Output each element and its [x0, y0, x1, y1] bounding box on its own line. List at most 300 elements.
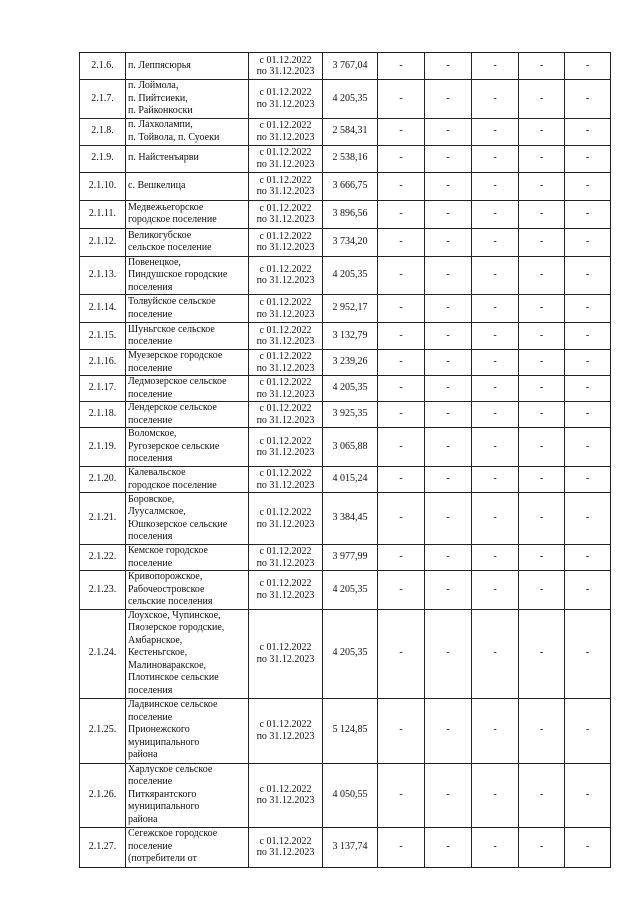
settlement-name-line: сельское поселение	[128, 242, 212, 253]
empty-value-cell: -	[472, 376, 519, 402]
empty-value-cell: -	[565, 53, 611, 80]
empty-value-cell: -	[472, 763, 519, 827]
validity-period	[249, 53, 323, 80]
settlement-name-line: поселение	[128, 388, 173, 400]
empty-value-cell: -	[565, 609, 611, 698]
settlement-name	[126, 609, 249, 698]
settlement-name	[126, 228, 249, 256]
empty-value-cell: -	[378, 698, 425, 763]
row-number: 2.1.13.	[80, 256, 126, 295]
empty-value-cell: -	[519, 827, 565, 867]
validity-period	[249, 609, 323, 698]
table-row	[80, 118, 611, 145]
validity-period-line: по 31.12.2023	[256, 214, 315, 225]
row-number: 2.1.17.	[80, 376, 126, 402]
validity-period-line: по 31.12.2023	[256, 158, 315, 170]
tariff-value: 4 205,35	[323, 256, 378, 295]
empty-value-cell: -	[519, 609, 565, 698]
settlement-name-line: Плотинское сельские	[128, 672, 219, 684]
validity-period-line: с 01.12.2022	[259, 403, 312, 414]
empty-value-cell: -	[378, 228, 425, 256]
empty-value-cell: -	[472, 428, 519, 467]
validity-period	[249, 228, 323, 256]
empty-value-cell: -	[519, 256, 565, 295]
empty-value-cell: -	[565, 493, 611, 545]
empty-value-cell: -	[519, 118, 565, 145]
empty-value-cell: -	[519, 376, 565, 402]
empty-value-cell: -	[378, 493, 425, 545]
empty-value-cell: -	[425, 350, 472, 376]
validity-period-line: с 01.12.2022	[259, 263, 312, 275]
settlement-name-line: Лендерское сельское	[128, 402, 217, 413]
empty-value-cell: -	[472, 323, 519, 350]
tariff-value: 3 132,79	[323, 323, 378, 350]
empty-value-cell: -	[565, 295, 611, 323]
tariff-value: 4 205,35	[323, 571, 378, 610]
empty-value-cell: -	[565, 402, 611, 428]
validity-period-line: с 01.12.2022	[259, 835, 312, 847]
settlement-name-line: сельские поселения	[128, 596, 213, 607]
settlement-name-line: п. Леппясюрья	[128, 59, 191, 71]
settlement-name-line: Ледмозерское сельское	[128, 376, 227, 387]
empty-value-cell: -	[425, 545, 472, 571]
settlement-name-line: п. Лоймола,	[128, 80, 179, 91]
empty-value-cell: -	[472, 493, 519, 545]
empty-value-cell: -	[378, 827, 425, 867]
settlement-name-line: Сегежское городское	[128, 828, 218, 840]
empty-value-cell: -	[472, 545, 519, 571]
settlement-name-line: п. Найстенъярви	[128, 152, 199, 164]
settlement-name-line: Юшкозерское сельские	[128, 518, 228, 530]
table-row	[80, 467, 611, 493]
empty-value-cell: -	[425, 467, 472, 493]
settlement-name-line: поселения	[128, 531, 173, 542]
empty-value-cell: -	[425, 402, 472, 428]
settlement-name-line: поселение	[128, 557, 173, 569]
validity-period-line: с 01.12.2022	[259, 120, 312, 131]
validity-period-line: по 31.12.2023	[256, 98, 315, 110]
validity-period	[249, 467, 323, 493]
empty-value-cell: -	[425, 118, 472, 145]
table-row	[80, 200, 611, 228]
settlement-name-line: Боровское,	[128, 493, 175, 505]
empty-value-cell: -	[565, 545, 611, 571]
empty-value-cell: -	[472, 295, 519, 323]
settlement-name-line: городское поселение	[128, 479, 217, 491]
settlement-name-line: поселение	[128, 414, 173, 426]
row-number: 2.1.16.	[80, 350, 126, 376]
empty-value-cell: -	[378, 323, 425, 350]
empty-value-cell: -	[378, 256, 425, 295]
tariff-value: 2 538,16	[323, 145, 378, 172]
row-number: 2.1.10.	[80, 172, 126, 200]
settlement-name-line: Амбарнское,	[128, 634, 183, 646]
settlement-name-line: Лоухское, Чупинское,	[128, 609, 221, 621]
empty-value-cell: -	[519, 763, 565, 827]
empty-value-cell: -	[472, 402, 519, 428]
tariff-value: 2 584,31	[323, 118, 378, 145]
settlement-name-line: Кривопорожское,	[128, 571, 203, 582]
empty-value-cell: -	[425, 295, 472, 323]
settlement-name-line: п. Райконкоски	[128, 105, 193, 116]
settlement-name	[126, 467, 249, 493]
empty-value-cell: -	[565, 350, 611, 376]
settlement-name-line: Прионежского	[128, 724, 190, 736]
empty-value-cell: -	[425, 53, 472, 80]
empty-value-cell: -	[565, 827, 611, 867]
empty-value-cell: -	[425, 323, 472, 350]
settlement-name	[126, 571, 249, 610]
empty-value-cell: -	[378, 295, 425, 323]
validity-period-line: с 01.12.2022	[259, 174, 312, 186]
table-row	[80, 376, 611, 402]
empty-value-cell: -	[565, 376, 611, 402]
empty-value-cell: -	[565, 118, 611, 145]
row-number: 2.1.20.	[80, 467, 126, 493]
settlement-name-line: Ладвинское сельское	[128, 699, 218, 711]
settlement-name-line: поселение	[128, 336, 173, 347]
empty-value-cell: -	[472, 467, 519, 493]
validity-period	[249, 80, 323, 119]
validity-period-line: с 01.12.2022	[259, 297, 312, 308]
settlement-name-line: муниципального	[128, 801, 200, 813]
tariff-value: 3 065,88	[323, 428, 378, 467]
table-row	[80, 256, 611, 295]
empty-value-cell: -	[472, 53, 519, 80]
empty-value-cell: -	[378, 350, 425, 376]
empty-value-cell: -	[472, 200, 519, 228]
empty-value-cell: -	[519, 295, 565, 323]
table-row	[80, 698, 611, 763]
settlement-name-line: Повенецкое,	[128, 256, 181, 268]
empty-value-cell: -	[519, 323, 565, 350]
row-number: 2.1.18.	[80, 402, 126, 428]
empty-value-cell: -	[425, 256, 472, 295]
empty-value-cell: -	[565, 172, 611, 200]
validity-period	[249, 698, 323, 763]
row-number: 2.1.24.	[80, 609, 126, 698]
settlement-name-line: поселения	[128, 453, 173, 465]
row-number: 2.1.26.	[80, 763, 126, 827]
empty-value-cell: -	[472, 145, 519, 172]
settlement-name	[126, 80, 249, 119]
table-row	[80, 295, 611, 323]
settlement-name-line: Луусалмское,	[128, 506, 186, 517]
table-row	[80, 545, 611, 571]
settlement-name-line: Шуньгское сельское	[128, 323, 215, 335]
settlement-name	[126, 493, 249, 545]
tariff-value: 3 925,35	[323, 402, 378, 428]
empty-value-cell: -	[425, 609, 472, 698]
validity-period	[249, 376, 323, 402]
validity-period-line: по 31.12.2023	[256, 795, 315, 806]
tariff-value: 3 384,45	[323, 493, 378, 545]
table-row	[80, 350, 611, 376]
validity-period-line: с 01.12.2022	[259, 507, 312, 518]
empty-value-cell: -	[378, 200, 425, 228]
empty-value-cell: -	[378, 428, 425, 467]
row-number: 2.1.23.	[80, 571, 126, 610]
settlement-name-line: Питкярантского	[128, 788, 197, 800]
validity-period	[249, 428, 323, 467]
empty-value-cell: -	[425, 228, 472, 256]
tariff-value: 4 015,24	[323, 467, 378, 493]
validity-period-line: с 01.12.2022	[259, 546, 312, 557]
row-number: 2.1.7.	[80, 80, 126, 119]
empty-value-cell: -	[378, 763, 425, 827]
row-number: 2.1.11.	[80, 200, 126, 228]
row-number: 2.1.8.	[80, 118, 126, 145]
settlement-name-line: муниципального	[128, 736, 200, 748]
settlement-name	[126, 145, 249, 172]
validity-period	[249, 200, 323, 228]
settlement-name	[126, 827, 249, 867]
validity-period-line: с 01.12.2022	[259, 435, 312, 447]
row-number: 2.1.22.	[80, 545, 126, 571]
validity-period-line: по 31.12.2023	[256, 447, 315, 458]
empty-value-cell: -	[378, 376, 425, 402]
validity-period-line: с 01.12.2022	[259, 87, 312, 99]
validity-period	[249, 323, 323, 350]
row-number: 2.1.19.	[80, 428, 126, 467]
validity-period-line: по 31.12.2023	[256, 131, 315, 143]
empty-value-cell: -	[378, 80, 425, 119]
settlement-name	[126, 323, 249, 350]
empty-value-cell: -	[519, 467, 565, 493]
settlement-name-line: Харлуское сельское	[128, 763, 213, 775]
empty-value-cell: -	[565, 571, 611, 610]
settlement-name	[126, 200, 249, 228]
empty-value-cell: -	[519, 571, 565, 610]
validity-period	[249, 256, 323, 295]
validity-period-line: с 01.12.2022	[259, 377, 312, 388]
validity-period-line: с 01.12.2022	[259, 351, 312, 362]
empty-value-cell: -	[378, 571, 425, 610]
settlement-name-line: поселение	[128, 362, 173, 374]
validity-period	[249, 118, 323, 145]
validity-period-line: с 01.12.2022	[259, 202, 312, 214]
empty-value-cell: -	[519, 200, 565, 228]
empty-value-cell: -	[565, 467, 611, 493]
empty-value-cell: -	[565, 428, 611, 467]
empty-value-cell: -	[472, 172, 519, 200]
empty-value-cell: -	[378, 402, 425, 428]
empty-value-cell: -	[378, 545, 425, 571]
validity-period-line: по 31.12.2023	[256, 847, 315, 858]
settlement-name-line: Воломское,	[128, 428, 177, 440]
validity-period	[249, 172, 323, 200]
row-number: 2.1.15.	[80, 323, 126, 350]
row-number: 2.1.27.	[80, 827, 126, 867]
empty-value-cell: -	[519, 145, 565, 172]
empty-value-cell: -	[472, 698, 519, 763]
empty-value-cell: -	[425, 376, 472, 402]
empty-value-cell: -	[425, 763, 472, 827]
table-row	[80, 145, 611, 172]
validity-period	[249, 350, 323, 376]
settlement-name-line: (потребители от	[128, 853, 197, 865]
empty-value-cell: -	[472, 571, 519, 610]
validity-period-line: с 01.12.2022	[259, 230, 312, 242]
empty-value-cell: -	[519, 53, 565, 80]
table-row	[80, 428, 611, 467]
settlement-name-line: поселения	[128, 684, 173, 696]
empty-value-cell: -	[565, 228, 611, 256]
table-row	[80, 493, 611, 545]
validity-period-line: по 31.12.2023	[256, 479, 315, 491]
settlement-name-line: поселение	[128, 711, 173, 723]
settlement-name	[126, 428, 249, 467]
settlement-name-line: городское поселение	[128, 214, 217, 225]
empty-value-cell: -	[565, 698, 611, 763]
empty-value-cell: -	[472, 256, 519, 295]
tariff-value: 3 977,99	[323, 545, 378, 571]
tariff-value: 4 205,35	[323, 376, 378, 402]
tariff-value: 5 124,85	[323, 698, 378, 763]
empty-value-cell: -	[425, 571, 472, 610]
empty-value-cell: -	[425, 200, 472, 228]
settlement-name-line: поселение	[128, 776, 173, 788]
settlement-name-line: поселение	[128, 308, 173, 320]
settlement-name-line: п. Лахколампи,	[128, 119, 193, 130]
tariff-value: 4 050,55	[323, 763, 378, 827]
tariff-table	[79, 52, 611, 868]
validity-period-line: по 31.12.2023	[256, 308, 315, 320]
empty-value-cell: -	[425, 428, 472, 467]
empty-value-cell: -	[519, 350, 565, 376]
row-number: 2.1.6.	[80, 53, 126, 80]
row-number: 2.1.25.	[80, 698, 126, 763]
validity-period-line: по 31.12.2023	[256, 242, 315, 253]
row-number: 2.1.14.	[80, 295, 126, 323]
row-number: 2.1.12.	[80, 228, 126, 256]
settlement-name	[126, 172, 249, 200]
validity-period-line: по 31.12.2023	[256, 557, 315, 569]
validity-period-line: по 31.12.2023	[256, 388, 315, 400]
validity-period-line: по 31.12.2023	[256, 653, 315, 665]
empty-value-cell: -	[519, 80, 565, 119]
settlement-name-line: Великогубское	[128, 229, 192, 241]
tariff-value: 4 205,35	[323, 80, 378, 119]
settlement-name	[126, 376, 249, 402]
validity-period	[249, 763, 323, 827]
empty-value-cell: -	[425, 698, 472, 763]
validity-period-line: по 31.12.2023	[256, 186, 315, 197]
empty-value-cell: -	[519, 402, 565, 428]
empty-value-cell: -	[519, 545, 565, 571]
validity-period	[249, 295, 323, 323]
settlement-name-line: Кемское городское	[128, 545, 208, 556]
validity-period-line: по 31.12.2023	[256, 275, 315, 287]
validity-period-line: с 01.12.2022	[259, 578, 312, 590]
settlement-name-line: Муезерское городское	[128, 350, 223, 361]
empty-value-cell: -	[519, 698, 565, 763]
empty-value-cell: -	[472, 228, 519, 256]
validity-period-line: с 01.12.2022	[259, 642, 312, 653]
tariff-value: 4 205,35	[323, 609, 378, 698]
settlement-name-line: Малиноваракское,	[128, 659, 207, 671]
empty-value-cell: -	[425, 172, 472, 200]
validity-period-line: с 01.12.2022	[259, 468, 312, 479]
empty-value-cell: -	[565, 256, 611, 295]
settlement-name-line: Пяозерское городские,	[128, 622, 225, 634]
empty-value-cell: -	[519, 172, 565, 200]
empty-value-cell: -	[378, 145, 425, 172]
tariff-value: 3 137,74	[323, 827, 378, 867]
settlement-name-line: Медвежьегорское	[128, 201, 204, 213]
empty-value-cell: -	[425, 145, 472, 172]
settlement-name	[126, 256, 249, 295]
validity-period-line: с 01.12.2022	[259, 719, 312, 730]
validity-period-line: с 01.12.2022	[259, 147, 312, 158]
tariff-value: 3 734,20	[323, 228, 378, 256]
empty-value-cell: -	[519, 428, 565, 467]
settlement-name	[126, 402, 249, 428]
empty-value-cell: -	[378, 118, 425, 145]
settlement-name-line: п. Тойвола, п. Суоеки	[128, 131, 220, 143]
settlement-name	[126, 545, 249, 571]
table-row	[80, 402, 611, 428]
validity-period	[249, 545, 323, 571]
empty-value-cell: -	[472, 827, 519, 867]
empty-value-cell: -	[378, 467, 425, 493]
settlement-name	[126, 763, 249, 827]
settlement-name-line: Калевальское	[128, 467, 186, 478]
validity-period	[249, 827, 323, 867]
table-row	[80, 80, 611, 119]
empty-value-cell: -	[472, 350, 519, 376]
tariff-table-body	[80, 53, 611, 868]
tariff-value: 3 767,04	[323, 53, 378, 80]
settlement-name-line: Пиндушское городские	[128, 269, 228, 280]
table-row	[80, 323, 611, 350]
empty-value-cell: -	[472, 80, 519, 119]
empty-value-cell: -	[378, 609, 425, 698]
table-row	[80, 571, 611, 610]
tariff-value: 3 896,56	[323, 200, 378, 228]
settlement-name	[126, 698, 249, 763]
validity-period-line: по 31.12.2023	[256, 362, 315, 374]
empty-value-cell: -	[472, 118, 519, 145]
tariff-value: 2 952,17	[323, 295, 378, 323]
empty-value-cell: -	[565, 80, 611, 119]
settlement-name	[126, 295, 249, 323]
empty-value-cell: -	[378, 172, 425, 200]
table-row	[80, 609, 611, 698]
validity-period	[249, 571, 323, 610]
settlement-name	[126, 53, 249, 80]
validity-period-line: с 01.12.2022	[259, 324, 312, 336]
settlement-name-line: района	[128, 813, 158, 825]
table-row	[80, 763, 611, 827]
validity-period	[249, 402, 323, 428]
validity-period-line: с 01.12.2022	[259, 54, 312, 66]
empty-value-cell: -	[378, 53, 425, 80]
empty-value-cell: -	[519, 493, 565, 545]
settlement-name	[126, 118, 249, 145]
validity-period-line: по 31.12.2023	[256, 518, 315, 530]
validity-period-line: по 31.12.2023	[256, 66, 315, 77]
settlement-name-line: Рабочеостровское	[128, 583, 205, 595]
table-row	[80, 228, 611, 256]
empty-value-cell: -	[425, 827, 472, 867]
empty-value-cell: -	[425, 80, 472, 119]
row-number: 2.1.9.	[80, 145, 126, 172]
empty-value-cell: -	[519, 228, 565, 256]
empty-value-cell: -	[565, 200, 611, 228]
tariff-value: 3 239,26	[323, 350, 378, 376]
empty-value-cell: -	[472, 609, 519, 698]
